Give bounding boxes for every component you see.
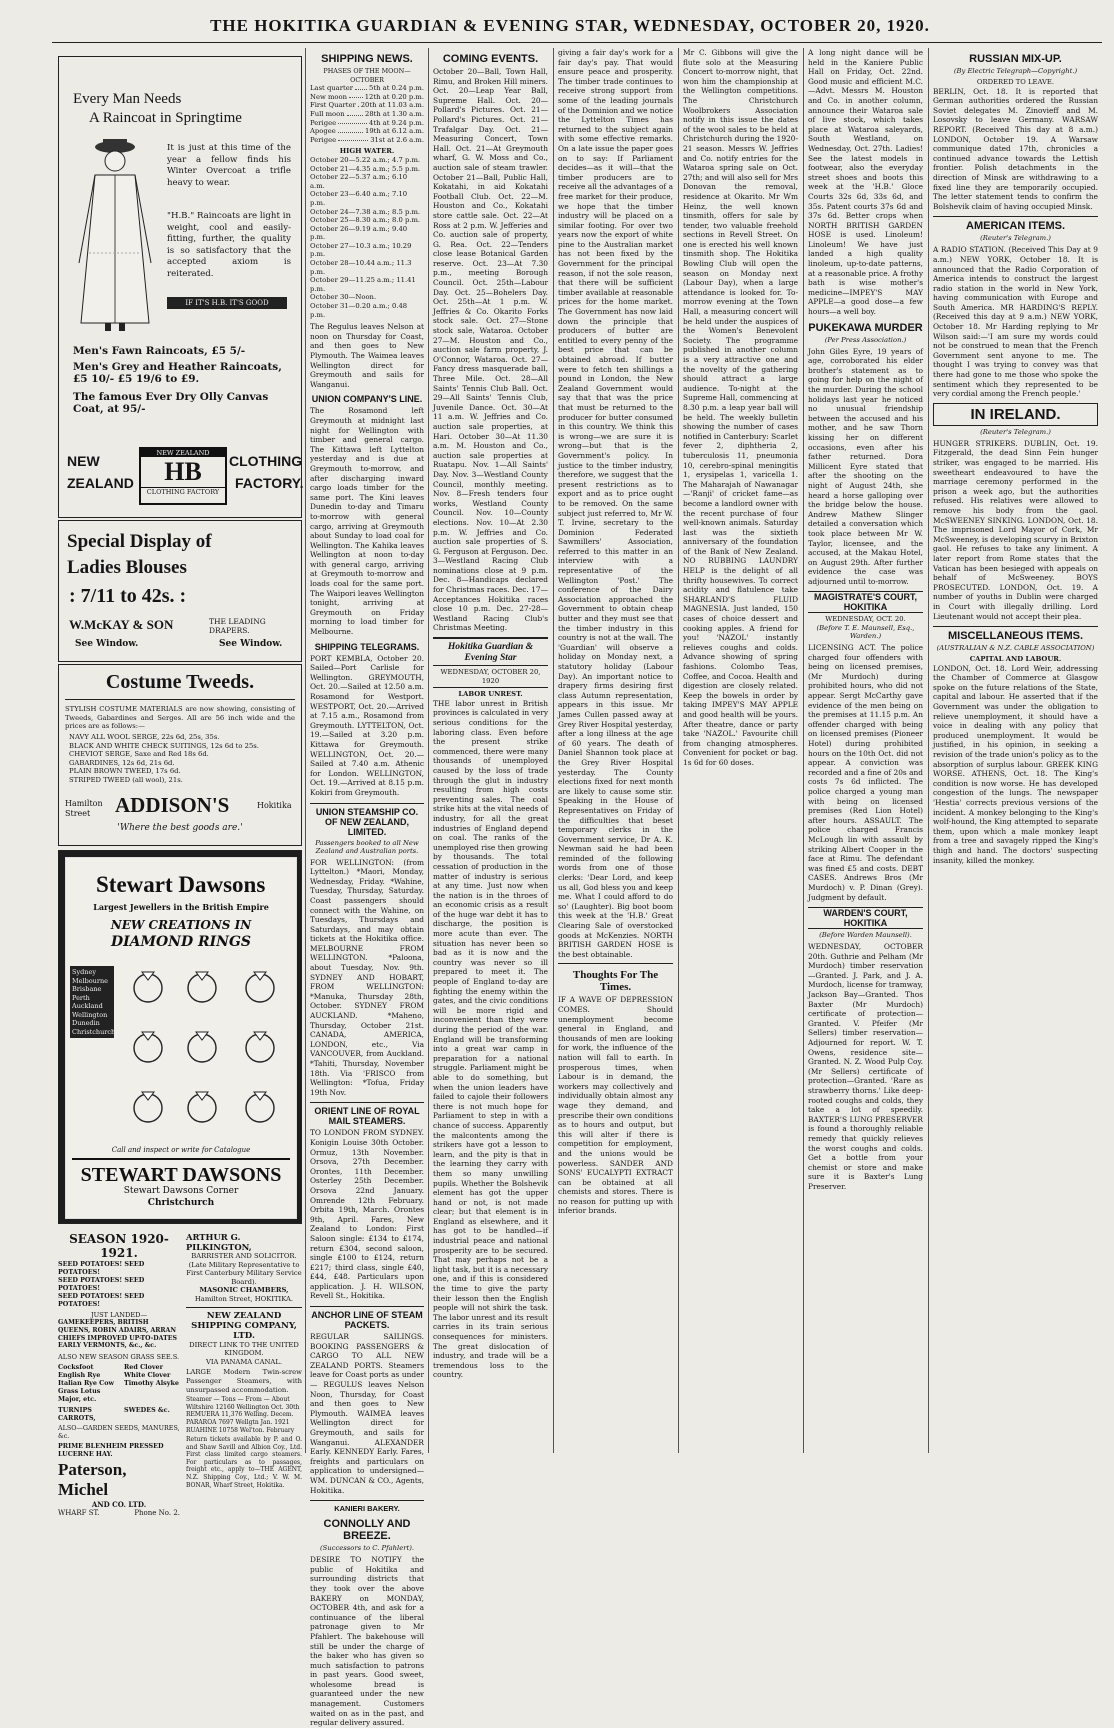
corner: Stewart Dawsons Corner	[123, 1186, 239, 1196]
ad-line: MASONIC CHAMBERS,	[199, 1286, 289, 1295]
seed-list-right: Red Clover White Clover Timothy Alsyke	[124, 1363, 179, 1388]
item-heading: ORDERED TO LEAVE.	[976, 78, 1055, 86]
phases-title: PHASES OF THE MOON—OCTOBER	[323, 67, 411, 84]
article-body: DESIRE TO NOTIFY the public of Hokitika and surrounding districts that they took over the above BAKERY on MONDAY, OCTOBER 4th, and ask for a continuance of the liberal patronage given to Mr Pfahlert. The bakehouse will still be under the charge of the baker who has given so much satisfaction to patrons in past years. Good sweet, wholesome bread is guaranteed under the new management. Customers waited on as in the past, and regular delivery assured.	[310, 1555, 424, 1728]
phase-row	[310, 136, 424, 145]
ad-headline: ARTHUR G. PILKINGTON,	[186, 1232, 252, 1252]
column-events	[433, 48, 548, 1453]
ad-headline: Every Man Needs	[73, 91, 182, 107]
seed-line: SEED POTATOES! SEED POTATOES!	[58, 1276, 145, 1292]
subheading: (Successors to C. Pfahlert).	[319, 1544, 415, 1553]
column-divider	[803, 48, 804, 1453]
turnip-row	[58, 1406, 180, 1422]
list-item: BLACK AND WHITE CHECK SUITINGS, 12s 6d to 25s.	[69, 741, 259, 750]
man-in-raincoat-illustration	[65, 133, 157, 333]
article-body: John Giles Eyre, 19 years of age, corroborated his elder brother's statement as to going for help on the night of the murder. During the school holidays last year he noticed no unusual friendship between the accused and his mother, and he saw Thorn kissing her on different occasions, even after his father returned. Dora Millicent Eyre stated that after the shooting on the night of August 24th, she heard a horse galloping over the bridge below the house. Andrew Mathew Slinger detailed a conversation which took place between Mr W. Taylor, licensee, and the accused, at the Makau Hotel, on August 29th. After further evidence the case was adjourned until to-morrow.	[808, 346, 923, 586]
column-news-5	[683, 48, 798, 1453]
street: Hamilton Street	[65, 799, 103, 818]
diamond-rings-illustration	[120, 958, 290, 1138]
tide-row: October 27—10.3 a.m.; 10.29 p.m.	[310, 241, 412, 259]
ad-headline: NEW ZEALAND SHIPPING COMPANY, LTD.	[191, 1310, 297, 1341]
nz-right: FACTORY.	[235, 475, 304, 491]
subheading: (Per Press Association.)	[824, 335, 907, 344]
see-window: See Window.	[219, 639, 283, 649]
seed-list-left: Cocksfoot English Rye Italian Rye Cow Grass Lotus Major, etc.	[58, 1363, 115, 1404]
potato-varieties: GAMEKEEPERS, BRITISH QUEENS, ROBIN ADAIRS, ARRAN CHIEFS IMPROVED UP-TO-DATES EARLY VERMONTS, &c., &c.	[58, 1319, 177, 1350]
tide-row: October 22—5.37 a.m.; 6.10 a.m.	[310, 173, 408, 190]
price-line: The famous Ever Dry Olly Canvas Coat, at 95/-	[73, 391, 269, 415]
tide-row: October 26—9.19 a.m.; 9.40 p.m.	[310, 224, 408, 242]
ad-line: VIA PANAMA CANAL.	[205, 1357, 283, 1366]
ad-headline: Costume Tweeds.	[105, 671, 255, 693]
seed-lists	[58, 1363, 180, 1403]
just-landed: JUST LANDED—	[90, 1311, 148, 1319]
section-heading: ORIENT LINE OF ROYAL MAIL STEAMERS.	[310, 1102, 424, 1126]
ad-headline: SEASON 1920-1921.	[69, 1232, 169, 1260]
firm-name: ADDISON'S	[115, 793, 230, 817]
article-body: LONDON, Oct. 18. Lord Weir, addressing the Chamber of Commerce at Glasgow spoke on the future relations of the State, capital and labour. He asserted that if the Government was under the obligation to relieve unemployment, it should have a voice in dealing with any policy that produced unemployment. It would be justified, in his opinion, in seeking a revision of the trade union's policy as to the absorption of surplus labour. GREEK KING WORSE. ATHENS, Oct. 18. The King's condition is now worse. He has developed congestion of the lungs. The newspaper 'Hestia' corrects previous versions of the incident. A monkey belonging to the King's wolf-hound, the King attempted to separate them, upon which a male monkey leapt from a tree and savagely ripped the King's thigh and hand. The doctors' suspecting insanity, killed the monkey.	[933, 663, 1098, 865]
phase-time: 12th at 0.20 p.m.	[364, 92, 424, 101]
article-body: The Regulus leaves Nelson at noon on Thursday for Coast, and then goes to New Plymouth. The Waimea leaves Wellington direct for Greymouth and sails for Wanganui.	[310, 322, 424, 389]
article-body: giving a fair day's work for a fair day's pay. That would ensure peace and prosperity. The timber trade continues to receive strong support from some of the leading journals of the Dominion and we notice the Lyttelton Times has returned to the subject again with some effective remarks. On a late issue the paper goes on to say: If Parliament decides—as it will—that the timber producers are to receive all the advantages of a free market for their produce, we hope that the timber industry will be placed on a similar footing. For over two years now the export of white pine to the Australian market has not been fixed by the Government for the principal reason, if not the sole reason, that there will be sufficient timber available at reasonable prices for the home market. The Government has now laid down the principle that producers of butter are entitled to every penny of the best price that can be obtained abroad. If butter were to fetch ten shillings a pound in London, the New Zealand Government would say that that was the price that must be returned to the producer for butter consumed in this country. We think this is wrong—we are sure it is wrong—but that is the Government's policy. In justice to the timber industry, therefore, we suggest that the present restrictions as to export and as to price ought to be removed. On the same subject just referred to, Mr W. T. Irvine, secretary to the Dominion Federated Sawmillers' Association, referred to this matter in an interview with a representative of the Wellington 'Post.' The conference of the Dairy Association approached the Government to obtain cheap butter and they must see that the timber industry in this country is not at the wall. The 'Guardian' will observe a holiday on Monday next, a statutory holiday (Labour Day). An important notice to drapery firms desiring first class Autumn representation, appears in this issue. Mr James Cullen passed away at Grey River Hospital yesterday, after a long illness at the age of 60 years. The death of Daniel Shannon took place at the Grey River Hospital yesterday. The County elections fixed for next month are likely to cause some stir. Speaking in the House of Representatives on Friday of the difficulties that beset temporary clerks in the Government service, Dr A. K. Newman said he had been reminded of the following words from one of those clerks: 'Dear Lord, and keep us all, God bless you and keep me. What I could afford to do so' (Laughter). Big boot boom this week at the 'H.B.' Great Clearing Sale of overstocked goods at McKenzies. NORTH BRITISH GARDEN HOSE is the best obtainable.	[558, 48, 673, 959]
tides-table	[310, 156, 424, 319]
section-heading: KANIERI BAKERY.	[310, 1500, 424, 1513]
ad-headline: Stewart Dawsons	[96, 872, 266, 897]
list-item: NAVY ALL WOOL SERGE, 22s 6d, 25s, 35s.	[69, 733, 220, 741]
seed-line: SEED POTATOES! SEED POTATOES!	[58, 1292, 145, 1308]
leader-dots	[338, 127, 363, 133]
firm-co: AND CO. LTD.	[91, 1500, 147, 1510]
article-body: IF A WAVE OF DEPRESSION COMES. Should unemployment become general in England, and thousands of men are looking for work, the influence of the nation will fall to earth. In prosperous times, when Labour is in demand, the workers may collectively and individually obtain almost any wage they demand, and prescribe their own conditions as to hours and output, but this will alter if there is competition for employment, and the unions would be powerless. SANDER AND SONS' EUCALYPTI EXTRACT can be obtained at all chemists and stores. There is no reason for putting up with inferior brands.	[558, 995, 673, 1216]
seed-line: SEED POTATOES! SEED POTATOES!	[58, 1260, 145, 1276]
phase-row	[310, 127, 424, 136]
article-body: FOR WELLINGTON: (from Lyttelton.) *Maori, Monday, Wednesday, Friday. *Wahine, Tuesday, Thursday, Saturday. Coast passengers should connect with the Wahine, on Tuesdays, Thursdays and Saturdays, and may obtain tickets at the Hokitika office. MELBOURNE FROM WELLINGTON. *Paloona, about Tuesday, Nov. 9th. SYDNEY AND HOBART, FROM WELLINGTON: *Manuka, Thursday 28th, October. SYDNEY FROM AUCKLAND. *Maheno, Thursday, October 21st. CANADA, AMERICA, LONDON, etc., Via VANCOUVER, from Auckland. *Tahiti, Thursday, November 18th. Via 'FRISCO from Wellington: *Tofua, Friday 19th Nov.	[310, 857, 424, 1097]
tide-row: October 21—4.35 a.m.; 5.5 p.m.	[310, 164, 421, 173]
ad-headline: Special Display of	[67, 531, 212, 552]
price-line: Men's Grey and Heather Raincoats, £5 10/- £5 19/6 to £9.	[73, 361, 282, 385]
column-divider	[553, 48, 554, 1453]
garden-seeds: ALSO—GARDEN SEEDS, MANURES, &c.	[58, 1424, 180, 1441]
phase-name: Full moon	[310, 109, 345, 118]
turnips: TURNIPS CARROTS,	[58, 1406, 96, 1423]
paper-title: Hokitika Guardian & Evening Star	[447, 641, 534, 664]
article-body: LICENSING ACT. The police charged four offenders with being on licensed premises, (Mr Murdoch) during prohibited hours, who did not appear. Sergt McCarthy gave evidence of the men being on the premises at 11.15 p.m. An offender charged with being on licensed premises (Pioneer Hotel) during prohibited hours on the 10th Oct. did not appear. A conviction was recorded and a fine of 20s and costs 7s 6d inflicted. The police charged a young man with being on licensed premises (Red Lion Hotel) after hours. ASSAULT. The police charged Francis McLough lin with assault by striking Albert Cooper in the face at Rimu. The defendant was fined £5 and costs. DEBT CASES. Andrews Bros (Mr Murdoch) v. P. Dinan (Grey). Judgment by default.	[808, 643, 923, 902]
blouses-ad	[58, 520, 302, 662]
sailing-table: Steamer — Tons — From — About Wiltshire 12160 Wellington Oct. 30th REMUERA 11,376 Welling. Decem. PARAROA 7697 Wellgtn Jan. 1921 RUAHINE 10758 Wel'ton. February	[186, 1396, 300, 1434]
phase-time: 4th at 9.24 p.m.	[369, 118, 424, 127]
rule	[433, 637, 548, 639]
column-news-6	[808, 48, 923, 1453]
subheading: (By Electric Telegraph—Copyright.)	[953, 67, 1078, 75]
phase-name: Last quarter	[310, 84, 353, 93]
pilkington-and-shipping-ads	[186, 1232, 302, 1489]
subheading: (Before T. E. Maunsell, Esq., Warden.)	[816, 624, 915, 641]
column-shipping	[310, 48, 424, 1728]
phase-row	[310, 93, 424, 102]
rule	[558, 963, 673, 964]
subheading: (Reuter's Telegram.)	[980, 234, 1051, 243]
dateline: WEDNESDAY, OCTOBER 20, 1920	[440, 668, 541, 685]
tide-row: October 25—8.30 a.m.; 8.0 p.m.	[310, 216, 421, 225]
section-heading: IN IRELAND.	[933, 403, 1098, 426]
section-heading: SHIPPING TELEGRAMS.	[314, 641, 420, 652]
dateline: WEDNESDAY, OCT. 20.	[825, 615, 906, 624]
lucerne-hay: PRIME BLENHEIM PRESSED LUCERNE HAY.	[58, 1442, 164, 1459]
see-window: See Window.	[75, 639, 139, 649]
ad-line: BARRISTER AND SOLICITOR.	[191, 1252, 297, 1260]
article-body: October 20—Ball, Town Hall, Rimu, and Broken Hill miners. Oct. 20—Leap Year Ball, Supreme Hall. Oct. 20—Pollard's Pictures. Oct. 21—Pollard's Pictures. Oct. 21—Trafalgar Day. Oct. 21—Measuring Concert, Town Hall. Oct. 21—At Greymouth wharf, G. W. Moss and Co., auction sale of steam trawler. October 21—Ball, Public Hall, Kokatahi, in aid Kokatahi Football Club. Oct. 22—M. Houston and Co., Kokatahi store cattle sale. Oct. 22—At Ross at 2 p.m. W. Jefferies and Co. auction sale of property, G. Rea. Oct. 22—Tenders close lease Botanical Garden reserve. Oct. 23—At 7.30 p.m., meeting Borough Council. Oct. 25th—Labour Day. Oct. 25—Bohelers Day. Oct. 25th—At 1 p.m. W. Jeffries & Co. Okarito Forks stock sale. Oct. 27—Stone stock sale, Wataroa. October 27—M. Houston and Co., auction sale farm property, J. O'Connor, Wataroa. Oct. 27—Fancy dress masquerade ball, Three Mile. Oct. 28—All Saints' Tennis Club Ball. Oct. 29—All Saints' Tennis Club, Juvenile Dance. Oct. 30—At 11 a.m. W. Jeffries and Co. auction sale properties, at Hari. October 30—At 11.30 a.m. M. Houston and Co., auction sale properties at Ruatapu. Nov. 1—All Saints' Day. Nov. 3—Westland County Council, monthly meeting. Nov. 8—Fresh tenders four works, Westland County Council. Nov. 10—County elections. Nov. 10—At 2.30 p.m. W. Jeffries and Co. auction sale properties of S. G. Ferguson at Ferguson. Dec. 3—Westland Racing Club nominations close at 9 p.m. Dec. 8—Handicaps declared for Christmas races. Dec. 17—Acceptances Hokitika races close 10 p.m. Dec. 27-28—Westland Racing Club's Christmas Meeting.	[433, 67, 548, 633]
moon-phases-table	[310, 84, 424, 144]
slogan: 'Where the best goods are.'	[117, 823, 243, 833]
section-heading: MISCELLANEOUS ITEMS.	[933, 626, 1098, 642]
tide-row: October 23—6.40 a.m.; 7.10 p.m.	[310, 190, 408, 207]
section-heading: COMING EVENTS.	[442, 53, 539, 65]
section-heading: AMERICAN ITEMS.	[933, 216, 1098, 232]
new-creations: NEW CREATIONS IN	[110, 918, 252, 932]
price-range: : 7/11 to 42s. :	[69, 585, 187, 607]
editorial-heading: LABOR UNREST.	[458, 690, 523, 699]
phase-time: 19th at 6.12 a.m.	[365, 127, 424, 136]
subheading: Passengers booked to all New Zealand and Australian ports.	[315, 838, 419, 855]
column-divider	[428, 48, 429, 1453]
section-heading: CONNOLLY AND BREEZE.	[323, 1518, 411, 1543]
article-body: Mr C. Gibbons will give the flute solo at the Measuring Concert to-morrow night, that won him the championship at the Wellington competitions. The Christchurch Woolbrokers Association notify in this issue the dates of the wool sales to be held at Christchurch during the 1920-21 season. Messrs W. Jeffries and Co. notify entries for the Wataroa spring sale on Oct. 27th; and will also sell for Mrs Donovan the removal, residence at Okarito. Mr Wm Heinz, the well known tinsmith, offers for sale by tender, two valuable freehold sections in Revell Street. On one is erected his well known tinsmith shop. The Hokitika Bowling Club will open the season on Monday next (Labour Day), when a large attendance is looked for. To-morrow evening at the Town Hall, a measuring concert will be held under the auspices of the Women's Benevolent Society. The programme published in another column is a very attractive one and the novelty of the gathering should attract a large audience. To-night at the Supreme Hall, commencing at 8.30 p.m. a leap year ball will be held. The weekly bulletin showing the number of cases notified in Canterbury: Scarlet fever 2, diphtheria 2, tuberculosis 11, pneumonia 10, cerebro-spinal meningitis 1, erysipelas 1, varicella 1. The Maharajah of Nawanagar—'Ranji' of cricket fame—as become a landlord owner with the recent purchase of four well-known animals. Saturday last was the sixtieth anniversary of the foundation of the Bank of New Zealand. NO RUBBING LAUNDRY HELP is the delight of all thrifty housewives. To correct acidity and flatulence take SHARLAND'S FLUID MAGNESIA. Just landed, 150 cases of choice dessert and cooking apples. A friend for you! 'NAZOL' instantly relieves coughs and colds. Advance showing of spring fashions. Colombo Teas, Coffee, and Cocoa. Health and digestion are closely related. Keep the bowels in order by taking IMPEY'S MAY APPLE and good health will be yours. After theatre, dance or party take 'NAZOL.' Favourite chill from changing atmospheres. Convenient for pocket or bag. 1s 6d for 60 doses.	[683, 48, 798, 767]
address-row	[58, 1509, 180, 1517]
article-body: PORT KEMBLA, October 20. Sailed—Port Carlisle for Wellington. GREYMOUTH, Oct. 20.—Sailed at 12.50 a.m. Rosamond for Westport. WESTPORT, Oct. 20.—Arrived at 7.15 a.m., Rosamond from Greymouth. LYTTELTON, Oct. 19.—Sailed at 3.20 p.m. Kittawa for Greymouth. WELLINGTON, Oct. 20.—Sailed at 7.40 a.m. Athenic for London. WELLINGTON, Oct. 19.—Arrived at 8.15 p.m. Kokiri from Greymouth.	[310, 653, 424, 797]
subheading: (Reuter's Telegram.)	[980, 427, 1051, 436]
phase-name: First Quarter	[310, 101, 356, 110]
leader-dots	[347, 110, 363, 116]
catalogue-note: Call and inspect or write for Catalogue	[111, 1146, 251, 1154]
firm-name: W.McKAY & SON	[69, 617, 174, 632]
phase-row	[310, 101, 424, 110]
column-cables	[933, 48, 1098, 1453]
stewart-dawsons-ad	[58, 850, 302, 1224]
leader-dots	[338, 119, 367, 125]
item-heading: CAPITAL AND LABOUR.	[969, 655, 1062, 664]
firm-name: Paterson, Michel	[58, 1460, 127, 1500]
article-body: THE labor unrest in British provinces is calculated in very serious conditions for the laboring class. Even before the present strike commenced, there were many thousands of unemployed caused by the loss of trade through the glut in industry resulting from high costs preventing sales. The coal strike hits at the vital needs of industry, for all the great industries of England depend on coal. The ranks of the unemployed rise then growing by thousands. The total cessation of production in the matter of industry is serious at any time. Just now when the nation is in the throes of an economic crisis as a result of the huge war debt it has to discharge, the position is more acute than ever. The situation has never been so bad as it is now and the country was never so ill prepared to meet it. The people of England to-day are fighting the enemy within the gates, and the civic conditions will be more rigid and inconvenient than they were during the period of the war. England will be transforming into a great war camp in preparation for a national struggle. Parliament might be able to do something, but when the union leaders have failed to cajole their followers there is not much hope for Parliament to step in with a chance of success. Apparently the malcontents among the strikers have got a lesson to learn, and the pity is that in the learning they carry with them so many unwilling pupils. Whether the Bolshevik element has got the upper hand or not, is not made clear; but that element is in England as elsewhere, and it has got to be handled—if industrial peace and national prosperity are to be secured. That may perhaps not be a light task, but it is a necessary one, and if this is considered the time to give the party their lesson then the English people will not shirk the task. The labor unrest and its result carries in its train serious consequences for ministers. The great dislocation of industry, and trade will be a tremendous loss to the country.	[433, 698, 548, 1380]
phase-row	[310, 119, 424, 128]
logo-top: NEW ZEALAND	[141, 449, 225, 457]
ad-line: Hamilton Street, HOKITIKA.	[194, 1294, 294, 1303]
phase-time: 20th at 11.03 a.m.	[360, 101, 424, 110]
diamond-rings: DIAMOND RINGS	[110, 934, 252, 950]
section-heading: UNION STEAMSHIP CO. OF NEW ZEALAND, LIMITED.	[310, 803, 424, 837]
city-list: Sydney Melbourne Brisbane Perth Auckland Wellington Dunedin Christchurch	[70, 966, 114, 1038]
grass-seed: ALSO NEW SEASON GRASS SEE.S.	[58, 1353, 180, 1362]
article-body: A long night dance will be held in the Kaniere Public Hall on Friday, Oct. 22nd. Good music and efficient M.C.—Advt. Messrs M. Houston and Co. in another column, announce their Wataroa sale of live stock, which takes place at Wataroa saleyards, South Westland, on Wednesday, Oct. 27th. Ladies! See the latest models in footwear, also the everyday street shoes and boots this week at the 'H.B.' Gloce Courts 32s 6d, 33s 6d, and 35s. Patent courts 37s 6d and 37s 6d. Better crops when NORTH BRITISH GARDEN HOSE is used. Linoleum! Linoleum! We have just landed a high quality linoleum, up-to-date patterns, at a reasonable price. A frothy bath is wise mother's medicine—IMPEY'S MAY APPLE—a good dose—a few hours—a well boy.	[808, 48, 923, 317]
rule	[433, 687, 548, 688]
section-heading: Thoughts For The Times.	[572, 969, 659, 994]
ad-body: It is just at this time of the year a fellow finds his Winter Overcoat a trifle heavy to wear.	[167, 143, 291, 188]
phase-row	[310, 110, 424, 119]
town: Hokitika	[257, 801, 292, 810]
column-divider	[305, 48, 306, 1453]
article-body: TO LONDON FROM SYDNEY. Konigin Louise 30th October. Ormuz, 13th November. Orsova, 27th December. Orontes, 11th December. Osterley 25th December. Orsova 22nd January. Omrende 12th February. Orbita 19th, March. Orontes 9th, April. Fares, New Zealand to London: First Saloon single: £134 to £174, return £304, second saloon, single £100 to £124, return £217; third class, single £40, £44, £48. Particulars upon application. J. H. WILSON, Revell St., Hokitika.	[310, 1128, 424, 1301]
phone: Phone No. 2.	[134, 1509, 180, 1518]
list-item: PLAIN BROWN TWEED, 17s 6d.	[69, 767, 181, 776]
logo-text: HB	[164, 457, 202, 486]
masthead-rule	[52, 42, 1102, 43]
item-list	[69, 733, 295, 785]
firm-sub: THE LEADING DRAPERS.	[209, 617, 266, 635]
column-news-4	[558, 48, 673, 1453]
nz-left: NEW	[67, 453, 100, 469]
hb-ribbon: IF IT'S H.B. IT'S GOOD	[167, 297, 287, 309]
leader-dots	[355, 84, 367, 90]
list-item: STRIPED TWEED (all wool), 21s.	[69, 775, 183, 784]
phase-name: New moon	[310, 92, 347, 101]
phase-row	[310, 84, 424, 93]
hb-logo	[139, 447, 227, 505]
section-heading: MAGISTRATE'S COURT, HOKITIKA	[808, 591, 923, 613]
phase-name: Perigee	[310, 118, 337, 127]
section-heading: RUSSIAN MIX-UP.	[969, 53, 1062, 65]
swedes: SWEDES &c.	[124, 1406, 170, 1415]
column-divider	[678, 48, 679, 1453]
firm-name: STEWART DAWSONS	[72, 1158, 290, 1187]
phase-name: Perigee	[310, 135, 337, 144]
ad-body: LARGE Modern Twin-screw Passenger Steamers, with unsurpassed accommodation.	[186, 1368, 302, 1394]
column-divider	[928, 48, 929, 1453]
subheading: (AUSTRALIAN & N.Z. CABLE ASSOCIATION)	[936, 644, 1095, 653]
city: Christchurch	[147, 1198, 215, 1208]
tide-row: October 31—0.20 a.m.; 0.48 p.m.	[310, 302, 408, 319]
leader-dots	[358, 101, 359, 107]
article-body: REGULAR SAILINGS. BOOKING PASSENGERS & CARGO TO ALL NEW ZEALAND PORTS. Steamers leave for Coast ports as under— REGULUS leaves Nelson Noon, Thursday, for Coast and then goes to New Plymouth. WAIMEA leaves Wellington direct for Greymouth, and sails for Wanganui. ALEXANDER Early. KENNEDY Early. Fares, freights and particulars on application to undersigned— WM. DUNCAN & CO., Agents, Hokitika.	[310, 1332, 424, 1495]
ad-line: DIRECT LINK TO THE UNITED KINGDOM.	[189, 1340, 299, 1358]
nz-left: ZEALAND	[67, 475, 134, 491]
leader-dots	[349, 93, 363, 99]
section-heading: WARDEN'S COURT, HOKITIKA	[808, 907, 923, 929]
tide-row: October 28—10.44 a.m.; 11.3 p.m.	[310, 259, 412, 276]
seed-potatoes-ad	[58, 1232, 180, 1518]
phase-time: 28th at 1.30 a.m.	[365, 109, 424, 118]
ad-headline: Ladies Blouses	[67, 557, 187, 578]
section-heading: SHIPPING NEWS.	[321, 53, 413, 65]
article-body: The Rosamond left Greymouth at midnight last night for Wellington with timber and general cargo. The Kittawa left Lyttelton yesterday and is due at Greymouth to-morrow, and after discharging inward cargo loads timber for the same port. The Kini leaves Dunedin to-day and Timaru to-morrow with general cargo, arriving at Greymouth about Sunday to load coal for Wellington. The Kahika leaves Wellington at noon to-day with general cargo, arriving at Greymouth to-morrow and loads coal for the same port. The Waipori leaves Wellington tonight, arriving at Greymouth on Friday morning to load timber for Melbourne.	[310, 406, 424, 637]
section-heading: PUKEKAWA MURDER	[808, 321, 923, 334]
wharf: WHARF ST.	[58, 1509, 100, 1518]
tide-row: October 30—Noon.	[310, 293, 377, 302]
price-line: Men's Fawn Raincoats, £5 5/-	[73, 345, 246, 357]
tide-row: October 29—11.25 a.m.; 11.41 p.m.	[310, 276, 416, 293]
tide-row: October 24—7.38 a.m.; 8.5 p.m.	[310, 207, 421, 216]
tweeds-ad	[58, 664, 302, 846]
list-item: GABARDINES, 12s 6d, 21s 6d.	[69, 758, 175, 767]
dawsons-inner	[65, 857, 297, 1219]
phase-name: Apogee	[310, 127, 336, 136]
ad-headline: A Raincoat in Springtime	[89, 110, 242, 126]
phase-time: 31st at 2.6 a.m.	[370, 135, 424, 144]
subheading: (Before Warden Maunsell).	[819, 931, 912, 940]
rule	[433, 665, 548, 666]
ad-body: STYLISH COSTUME MATERIALS are now showing, consisting of Tweeds, Gabardines and Serges. All are 56 inch wide and the prices are as follows:—	[65, 705, 295, 731]
ad-body: Return tickets available by P. and O. and Shaw Savill and Albion Coy., Ltd. First class limited cargo steamers. For particulars as to passages, freight etc., apply to—THE AGENT, N.Z. Shipping Coy., Ltd.; V. W. M. BONAR, Wharf Street, Hokitika.	[186, 1436, 302, 1489]
logo-bottom: CLOTHING FACTORY	[141, 487, 225, 496]
article-body: A RADIO STATION. (Received This Day at 9 a.m.) NEW YORK, October 18. It is announced that the Radio Corporation of America intends to construct the largest radio station in the world in New York, having communication with Europe and South America. MR HARDING'S REPLY. (Received this day at 9 a.m.) NEW YORK, October 18. Mr Harding replying to Mr Wilson said:—'I am sure my words could not be construed to mean that the French Government sent anyone to me. The thought I was trying to convey was that there had gone to me those who spoke the sentiment which they represented to be very cordial among the French people.'	[933, 245, 1098, 399]
phase-time: 5th at 0.24 p.m.	[369, 84, 424, 93]
ad-body: "H.B." Raincoats are light in weight, cool and easily-fitting, further, the quality is so satisfactory that the accepted axiom is reiterated.	[167, 211, 291, 279]
rule	[65, 699, 295, 700]
article-body: HUNGER STRIKERS. DUBLIN, Oct. 19. Fitzgerald, the dead Sinn Fein hunger striker, was engaged to be married. His sweetheart endeavoured to have the marriage ceremony performed in the prison a week ago, but the authorities refused. His relatives were allowed to remove his body from the gaol. McSWEENEY SINKING. LONDON, Oct. 18. The imprisoned Lord Mayor of Cork, Mr McSweeney, is developing scurvy in Brixton gaol. He refuses to take any liniment. A later report from Rome states that the Vatican has been besieged with appeals on behalf of McSweeney. BOYS PROSECUTED. LONDON, Oct. 19. A number of youths in Dublin were charged in Court with illegally drilling. Lord Lieutenant would not accept their plea.	[933, 438, 1098, 621]
masthead: THE HOKITIKA GUARDIAN & EVENING STAR, WEDNESDAY, OCTOBER 20, 1920.	[210, 16, 930, 35]
article-body: BERLIN, Oct. 18. It is reported that German authorities ordered the Russian Soviet delegates M. Zinovieff and M. Losovsky to leave Germany. WARSAW REPORT. (Received This day at 8 a.m.) LONDON, October 19. A Warsaw communique dated 17th, chronicles a continued advance towards the Lettish frontier. Polish detachments in the direction of Minsk are withdrawing to a fixed line they are temporarily occupied. The letter statement tends to confirm the Bolshevik claim of having occupied Minsk.	[933, 86, 1098, 211]
section-heading: UNION COMPANY'S LINE.	[311, 394, 423, 405]
raincoat-ad	[58, 56, 302, 518]
high-water-title: HIGH WATER.	[339, 147, 395, 156]
tide-row: October 20—5.22 a.m.; 4.7 p.m.	[310, 155, 421, 164]
leader-dots	[338, 136, 368, 142]
rule	[186, 1307, 302, 1308]
article-body: WEDNESDAY, OCTOBER 20th. Guthrie and Pelham (Mr Murdoch) timber reservation—Granted. J. Park, and J. A. Murdoch, license for tramway, Jackson Bay—Granted. Thos Baxter (Mr Murdoch) certificate of protection—Granted. V. Pfeifer (Mr Sellers) timber reservation—Adjourned for report. W. T. Owens, residence site—Granted. N. Z. Wood Pulp Coy. (Mr Sellers) certificate of protection—Granted. 'Rare as strawberry thorns.' Like deep-rooted coughs and colds, they take a lot of speedily. BAXTER'S LUNG PRESERVER is found a thoroughly reliable remedy that quickly relieves the worst coughs and colds. Get a bottle from your chemist or store and make sure it is Baxter's Lung Preserver.	[808, 942, 923, 1191]
nz-right: CLOTHING	[229, 453, 303, 469]
list-item: CHEVIOT SERGE, Saxe and Red 18s 6d.	[69, 750, 209, 759]
ad-line: (Late Military Representative to First Canterbury Military Service Board).	[186, 1260, 302, 1286]
tagline: Largest Jewellers in the British Empire	[93, 902, 269, 912]
section-heading: ANCHOR LINE OF STEAM PACKETS.	[310, 1306, 424, 1330]
